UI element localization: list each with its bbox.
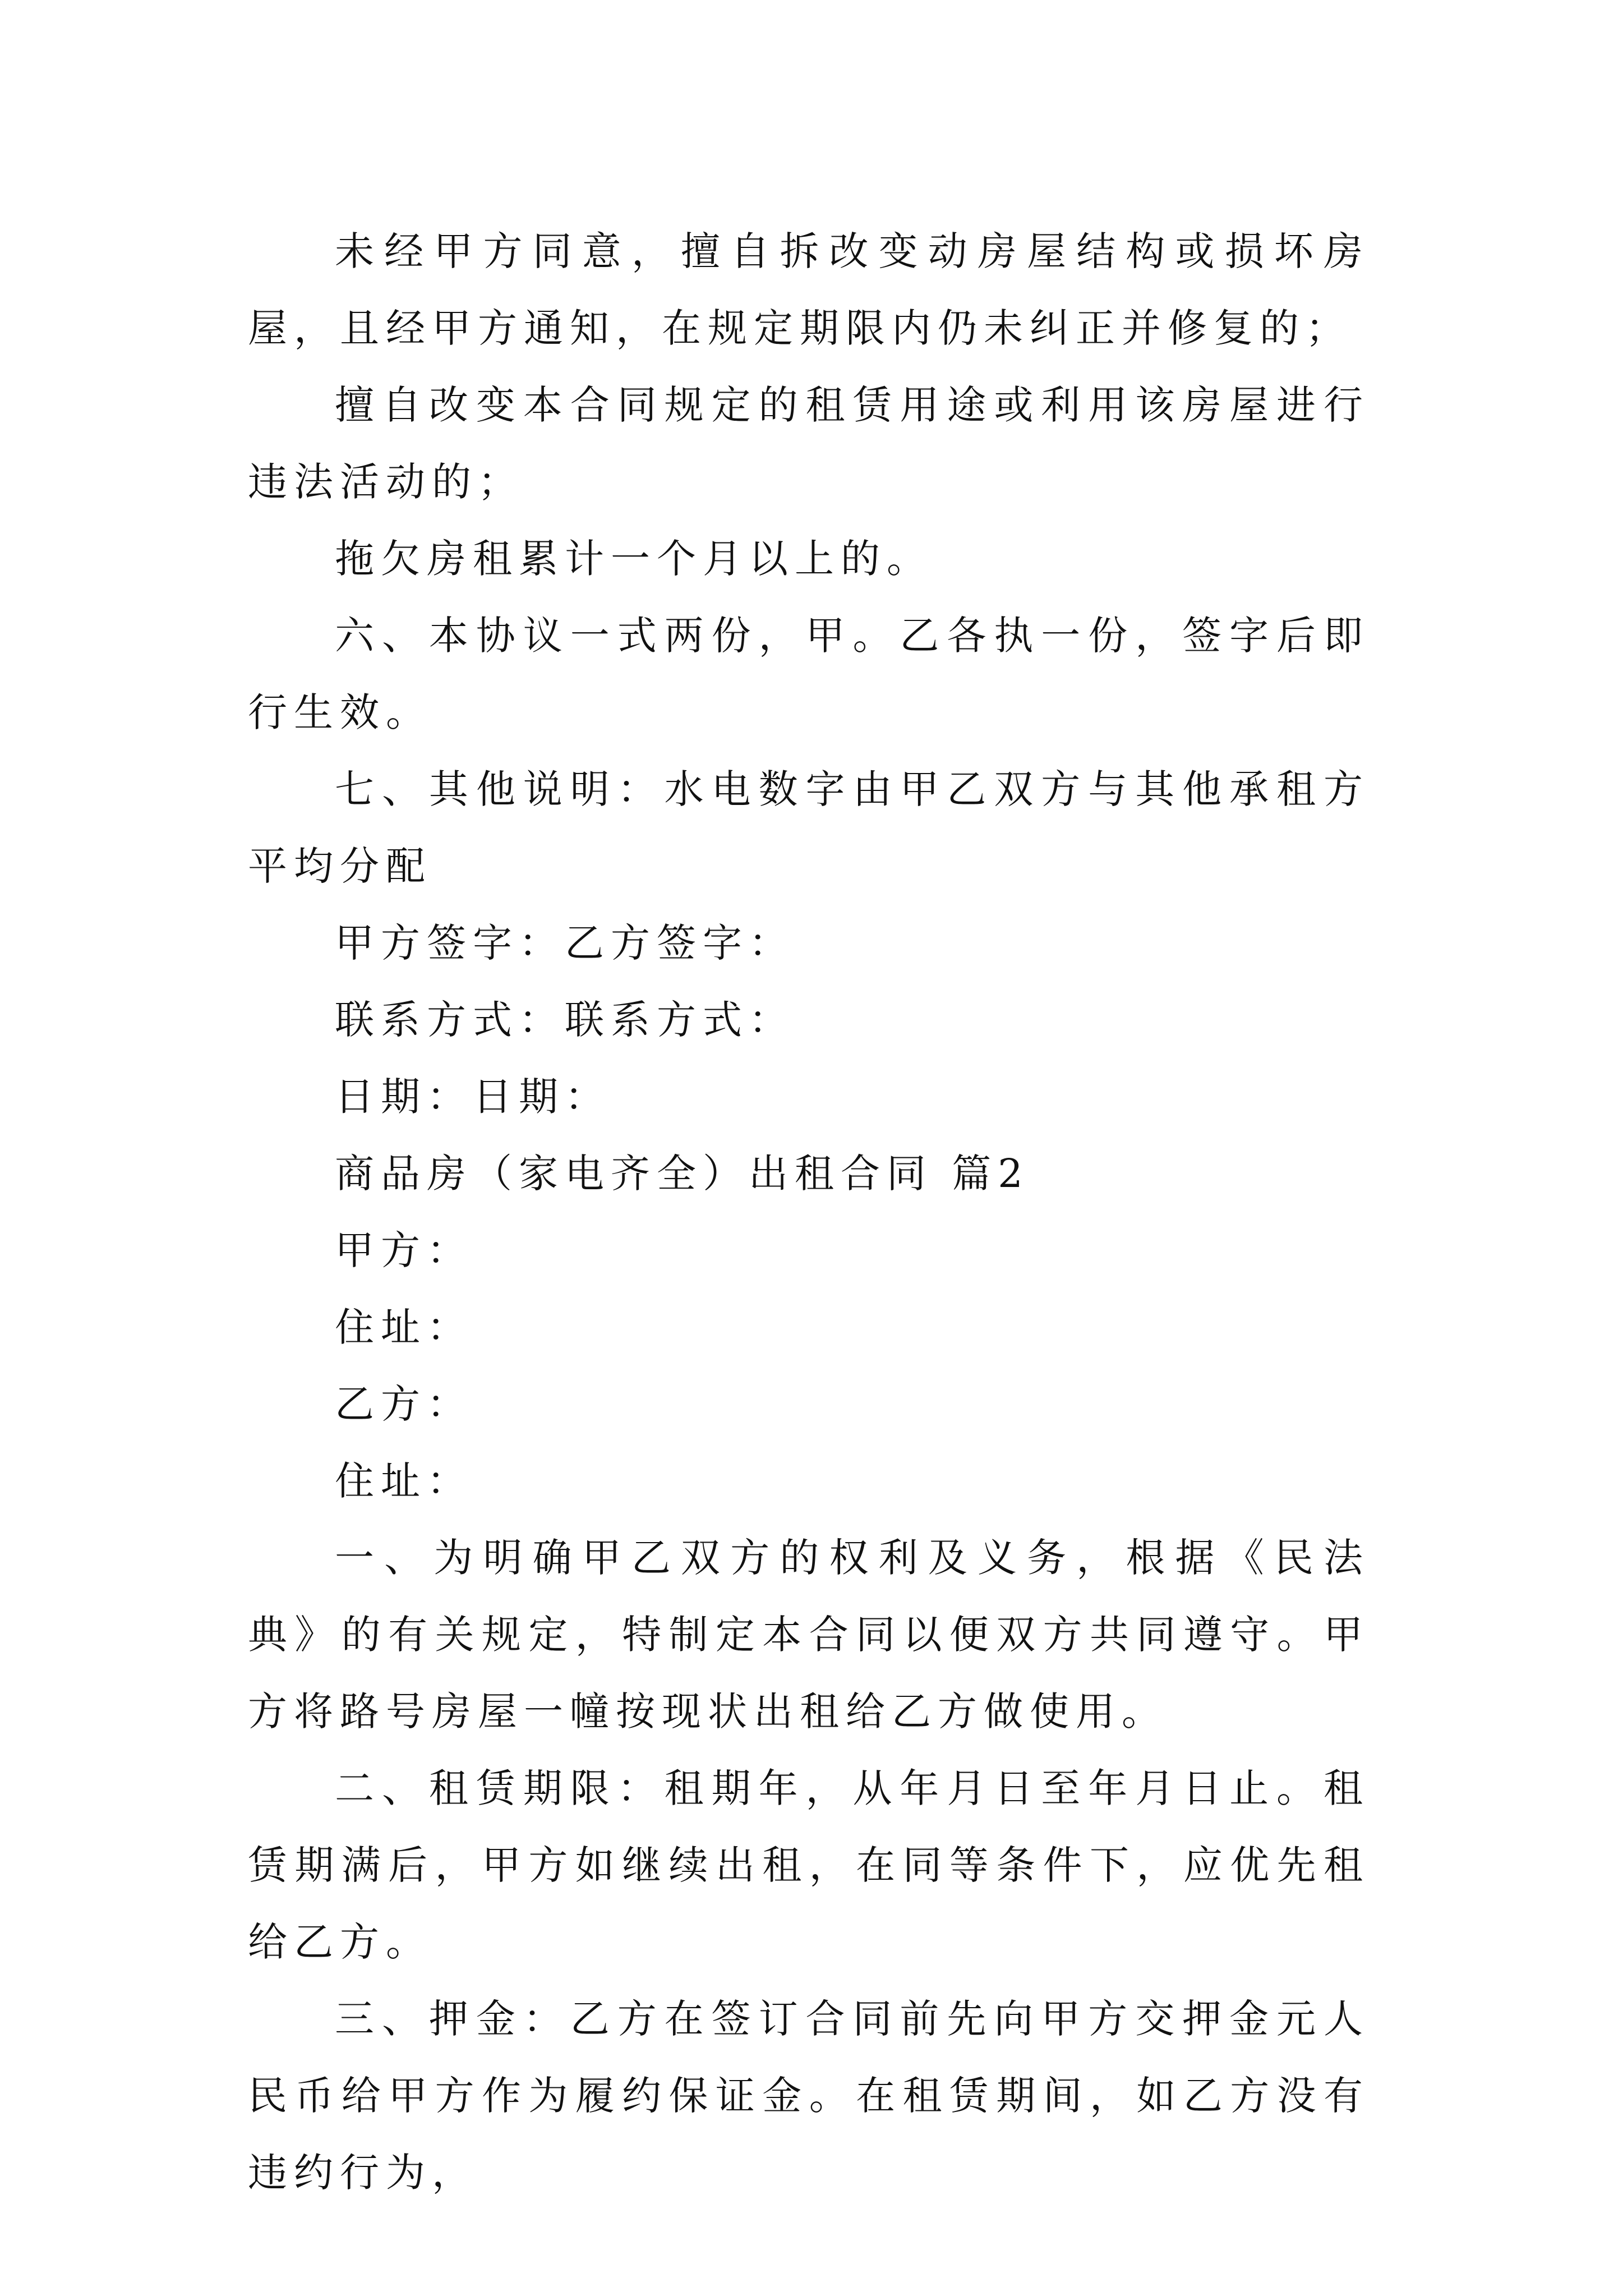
paragraph-clause-rent-arrears: 拖欠房租累计一个月以上的。 xyxy=(335,536,933,582)
party-a-line: 甲方： xyxy=(335,1227,473,1273)
paragraph-clause-unauthorized-alteration: 未经甲方同意，擅自拆改变动房屋结构或损坏房屋，且经甲方通知，在规定期限内仍未纠正并修复的； xyxy=(248,228,1370,351)
party-b-line: 乙方： xyxy=(335,1381,473,1427)
party-b-address-line: 住址： xyxy=(335,1458,473,1504)
paragraph-clause-three: 三、押金：乙方在签订合同前先向甲方交押金元人民币给甲方作为履约保证金。在租赁期间，如乙方没有违约行为， xyxy=(248,1996,1370,2196)
date-line: 日期：日期： xyxy=(335,1074,611,1120)
paragraph-clause-illegal-use: 擅自改变本合同规定的租赁用途或利用该房屋进行违法活动的； xyxy=(248,382,1370,505)
party-a-address-line: 住址： xyxy=(335,1304,473,1350)
paragraph-clause-one: 一、为明确甲乙双方的权利及义务，根据《民法典》的有关规定，特制定本合同以便双方共同遵守。甲方将路号房屋一幢按现状出租给乙方做使用。 xyxy=(248,1535,1370,1734)
signature-line: 甲方签字：乙方签字： xyxy=(335,920,795,966)
section-heading: 商品房（家电齐全）出租合同 篇2 xyxy=(335,1151,1030,1197)
paragraph-clause-two: 二、租赁期限：租期年，从年月日至年月日止。租赁期满后，甲方如继续出租，在同等条件下，应优先租给乙方。 xyxy=(248,1765,1370,1965)
document-body xyxy=(248,213,1370,2211)
paragraph-clause-six: 六、本协议一式两份，甲。乙各执一份，签字后即行生效。 xyxy=(248,613,1370,735)
paragraph-clause-seven: 七、其他说明：水电数字由甲乙双方与其他承租方平均分配 xyxy=(248,766,1370,889)
contact-line: 联系方式：联系方式： xyxy=(335,997,795,1043)
